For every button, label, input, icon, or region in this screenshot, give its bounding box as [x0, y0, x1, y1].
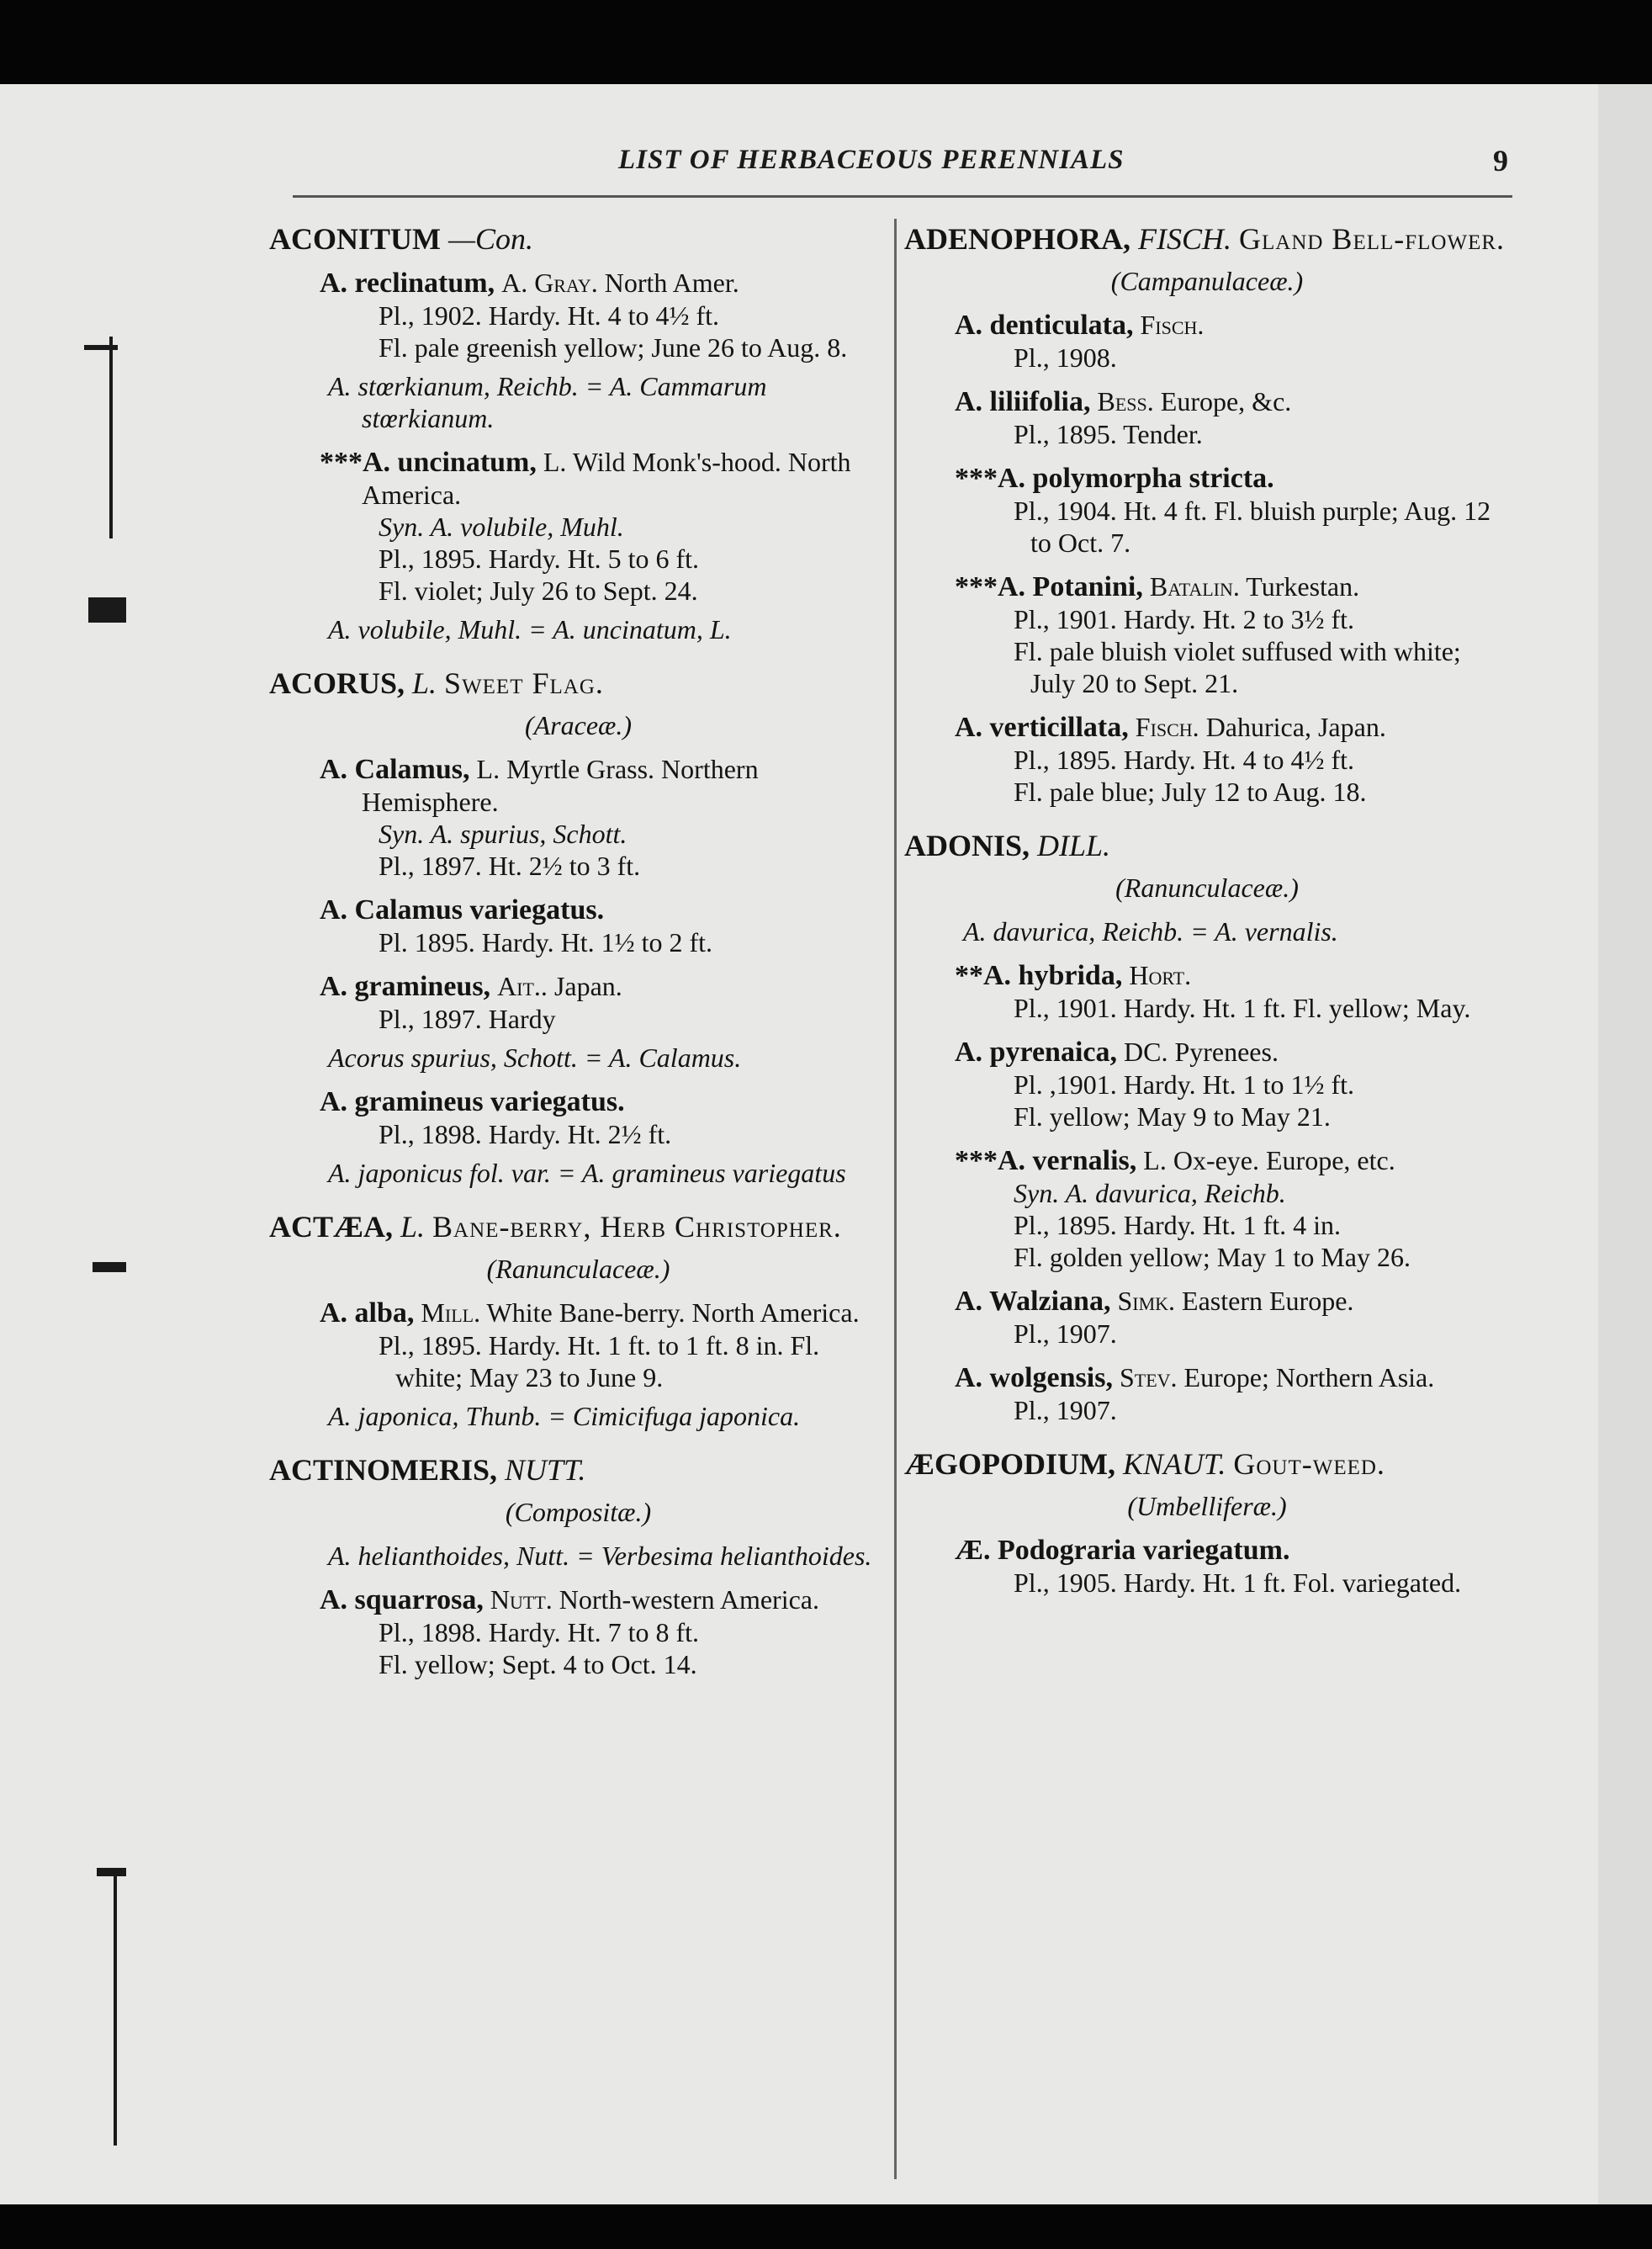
- genus-name: ACTINOMERIS,: [269, 1453, 498, 1487]
- genus-authority: KNAUT.: [1122, 1447, 1226, 1481]
- species-notes: Ox-eye. Europe, etc.: [1173, 1145, 1395, 1175]
- common-name: Sweet Flag.: [444, 666, 604, 700]
- species-notes: White Bane-berry. North America.: [486, 1297, 860, 1328]
- species-entry: [904, 309, 1510, 342]
- genus-heading: [904, 223, 1510, 255]
- species-name: A. liliifolia,: [955, 386, 1091, 417]
- common-name: Gland Bell-flower.: [1239, 222, 1506, 256]
- species-entry: [269, 894, 887, 926]
- genus-authority: DILL.: [1037, 829, 1111, 862]
- detail-line: Pl., 1897. Hardy: [379, 1004, 556, 1034]
- species-entry: [904, 1361, 1510, 1394]
- detail-line: Pl., 1902. Hardy. Ht. 4 to 4½ ft.: [379, 300, 720, 331]
- species-entry: [904, 1144, 1510, 1177]
- detail-line: Fl. pale bluish violet suffused with white; July 20 to Sept. 21.: [1014, 636, 1461, 698]
- species-authority: Nutt.: [490, 1584, 553, 1615]
- genus-authority: —Con.: [448, 222, 534, 256]
- synonym-line: A. stœrkianum, Reichb. = A. Cammarum stœrkianum.: [328, 371, 767, 433]
- detail-line: Pl., 1898. Hardy. Ht. 7 to 8 ft.: [379, 1617, 700, 1647]
- species-notes: North-western America.: [559, 1584, 819, 1615]
- detail-line: Syn. A. davurica, Reichb.: [1014, 1178, 1286, 1208]
- synonym-line: A. volubile, Muhl. = A. uncinatum, L.: [328, 614, 732, 644]
- binding-mark: [114, 1876, 117, 2146]
- species-entry: [269, 970, 887, 1003]
- species-entry: [269, 267, 887, 300]
- page-number: 9: [1493, 144, 1508, 178]
- species-entry: [904, 462, 1510, 495]
- species-authority: A. Gray.: [501, 268, 598, 298]
- detail-line: Pl., 1908.: [1014, 342, 1117, 373]
- species-notes: North Amer.: [604, 268, 739, 298]
- detail-line: Fl. yellow; Sept. 4 to Oct. 14.: [379, 1649, 697, 1679]
- species-notes: Pyrenees.: [1174, 1037, 1279, 1067]
- species-notes: Eastern Europe.: [1182, 1286, 1354, 1316]
- detail-line: Fl. pale blue; July 12 to Aug. 18.: [1014, 777, 1367, 807]
- genus-name: ÆGOPODIUM,: [904, 1447, 1115, 1481]
- detail-line: Pl., 1907.: [1014, 1318, 1117, 1349]
- genus-heading: [269, 667, 887, 699]
- family-name: (Campanulaceæ.): [1110, 266, 1304, 296]
- genus-name: ACONITUM: [269, 222, 441, 256]
- genus-authority: L.: [412, 666, 437, 700]
- detail-line: Pl., 1898. Hardy. Ht. 2½ ft.: [379, 1119, 672, 1149]
- detail-line: Syn. A. volubile, Muhl.: [379, 512, 624, 542]
- species-name: **A. hybrida,: [955, 960, 1123, 991]
- species-name: A. Walziana,: [955, 1286, 1111, 1317]
- genus-authority: FISCH.: [1138, 222, 1231, 256]
- species-name: ***A. Potanini,: [955, 571, 1143, 602]
- detail-line: Pl. 1895. Hardy. Ht. 1½ to 2 ft.: [379, 927, 713, 957]
- detail-line: Pl., 1895. Hardy. Ht. 4 to 4½ ft.: [1014, 745, 1355, 775]
- binding-mark: [93, 1262, 126, 1272]
- species-notes: Europe; Northern Asia.: [1183, 1362, 1435, 1392]
- species-entry: [904, 1036, 1510, 1069]
- family-name: (Umbelliferæ.): [1127, 1491, 1287, 1521]
- detail-line: Fl. yellow; May 9 to May 21.: [1014, 1101, 1331, 1132]
- species-name: A. alba,: [320, 1297, 415, 1329]
- species-entry: [269, 1085, 887, 1118]
- species-authority: L.: [543, 447, 567, 477]
- species-notes: Dahurica, Japan.: [1205, 712, 1386, 742]
- species-notes: Wild Monk's-hood. North America.: [362, 447, 851, 510]
- synonym-line: A. japonicus fol. var. = A. gramineus variegatus: [328, 1158, 846, 1188]
- species-authority: Hort.: [1129, 960, 1192, 990]
- species-name: ***A. uncinatum,: [320, 447, 537, 478]
- genus-name: ACORUS,: [269, 666, 405, 700]
- column-divider: [894, 219, 897, 2179]
- genus-heading: [269, 1211, 887, 1243]
- species-name: ***A. polymorpha stricta.: [955, 463, 1274, 494]
- detail-line: Pl., 1895. Tender.: [1014, 419, 1203, 449]
- species-authority: DC.: [1123, 1037, 1168, 1067]
- genus-name: ADONIS,: [904, 829, 1030, 862]
- genus-authority: L.: [400, 1210, 426, 1244]
- page-edge: [1598, 84, 1652, 2204]
- species-authority: Fisch.: [1140, 310, 1205, 340]
- species-authority: L.: [1143, 1145, 1167, 1175]
- species-authority: L.: [476, 754, 500, 784]
- species-authority: Batalin.: [1149, 571, 1240, 602]
- species-authority: Mill.: [421, 1297, 481, 1328]
- genus-heading: [269, 223, 887, 255]
- detail-line: Pl., 1901. Hardy. Ht. 2 to 3½ ft.: [1014, 604, 1355, 634]
- genus-name: ACTÆA,: [269, 1210, 394, 1244]
- genus-heading: [269, 1454, 887, 1486]
- species-name: A. squarrosa,: [320, 1584, 484, 1615]
- family-name: (Ranunculaceæ.): [1115, 873, 1299, 903]
- species-notes: Myrtle Grass. Northern Hemisphere.: [362, 754, 759, 817]
- binding-marks: [50, 227, 151, 2162]
- genus-heading: [904, 1448, 1510, 1480]
- binding-mark: [97, 1868, 126, 1876]
- running-title: LIST OF HERBACEOUS PERENNIALS: [618, 145, 1125, 175]
- species-entry: [269, 753, 887, 818]
- species-name: A. pyrenaica,: [955, 1037, 1117, 1068]
- detail-line: Pl., 1904. Ht. 4 ft. Fl. bluish purple; Aug. 12 to Oct. 7.: [1014, 496, 1491, 558]
- synonym-line: A. helianthoides, Nutt. = Verbesima helianthoides.: [328, 1541, 872, 1571]
- species-entry: [904, 385, 1510, 418]
- species-name: Æ. Podograria variegatum.: [955, 1535, 1290, 1566]
- synonym-line: A. davurica, Reichb. = A. vernalis.: [963, 916, 1338, 947]
- common-name: Bane-berry, Herb Christopher.: [432, 1210, 842, 1244]
- species-entry: [269, 1583, 887, 1616]
- common-name: Gout-weed.: [1233, 1447, 1385, 1481]
- detail-line: Pl., 1895. Hardy. Ht. 1 ft. to 1 ft. 8 in. Fl. white; May 23 to June 9.: [379, 1330, 820, 1392]
- species-entry: [904, 1534, 1510, 1567]
- detail-line: Fl. pale greenish yellow; June 26 to Aug. 8.: [379, 332, 848, 363]
- species-notes: Europe, &c.: [1160, 386, 1292, 416]
- header-rule: [293, 195, 1512, 198]
- species-entry: [269, 446, 887, 511]
- species-entry: [904, 570, 1510, 603]
- detail-line: Syn. A. spurius, Schott.: [379, 819, 627, 849]
- species-entry: [904, 959, 1510, 992]
- species-notes: Japan.: [553, 971, 622, 1001]
- detail-line: Pl., 1901. Hardy. Ht. 1 ft. Fl. yellow; May.: [1014, 993, 1471, 1023]
- binding-mark: [88, 597, 126, 623]
- family-name: (Compositæ.): [505, 1497, 652, 1527]
- detail-line: Pl., 1895. Hardy. Ht. 1 ft. 4 in.: [1014, 1210, 1342, 1240]
- species-authority: Simk.: [1117, 1286, 1176, 1316]
- genus-authority: NUTT.: [505, 1453, 586, 1487]
- binding-mark: [84, 345, 118, 350]
- binding-mark: [109, 337, 113, 538]
- synonym-line: A. japonica, Thunb. = Cimicifuga japonica.: [328, 1401, 801, 1431]
- species-name: A. gramineus,: [320, 971, 491, 1002]
- detail-line: Fl. violet; July 26 to Sept. 24.: [379, 576, 698, 606]
- species-name: ***A. vernalis,: [955, 1145, 1137, 1176]
- species-authority: Ait..: [497, 971, 548, 1001]
- species-authority: Bess.: [1097, 386, 1154, 416]
- page: [0, 84, 1652, 2204]
- left-column: [269, 223, 887, 1680]
- species-name: A. Calamus variegatus.: [320, 894, 605, 926]
- species-name: A. reclinatum,: [320, 268, 495, 299]
- species-authority: Stev.: [1119, 1362, 1178, 1392]
- species-entry: [269, 1297, 887, 1329]
- species-name: A. gramineus variegatus.: [320, 1086, 625, 1117]
- detail-line: Pl., 1895. Hardy. Ht. 5 to 6 ft.: [379, 544, 700, 574]
- detail-line: Pl., 1907.: [1014, 1395, 1117, 1425]
- detail-line: Fl. golden yellow; May 1 to May 26.: [1014, 1242, 1411, 1272]
- species-notes: Turkestan.: [1246, 571, 1360, 602]
- species-entry: [904, 711, 1510, 744]
- detail-line: Pl. ,1901. Hardy. Ht. 1 to 1½ ft.: [1014, 1069, 1355, 1100]
- species-authority: Fisch.: [1135, 712, 1199, 742]
- synonym-line: Acorus spurius, Schott. = A. Calamus.: [328, 1042, 742, 1073]
- detail-line: Pl., 1905. Hardy. Ht. 1 ft. Fol. variegated.: [1014, 1567, 1462, 1598]
- species-entry: [904, 1285, 1510, 1318]
- species-name: A. verticillata,: [955, 712, 1129, 743]
- species-name: A. denticulata,: [955, 310, 1134, 341]
- family-name: (Ranunculaceæ.): [486, 1254, 670, 1284]
- family-name: (Araceæ.): [524, 710, 633, 740]
- genus-heading: [904, 830, 1510, 862]
- species-name: A. wolgensis,: [955, 1362, 1113, 1393]
- species-name: A. Calamus,: [320, 754, 470, 785]
- detail-line: Pl., 1897. Ht. 2½ to 3 ft.: [379, 851, 641, 881]
- genus-name: ADENOPHORA,: [904, 222, 1130, 256]
- right-column: [904, 223, 1510, 1599]
